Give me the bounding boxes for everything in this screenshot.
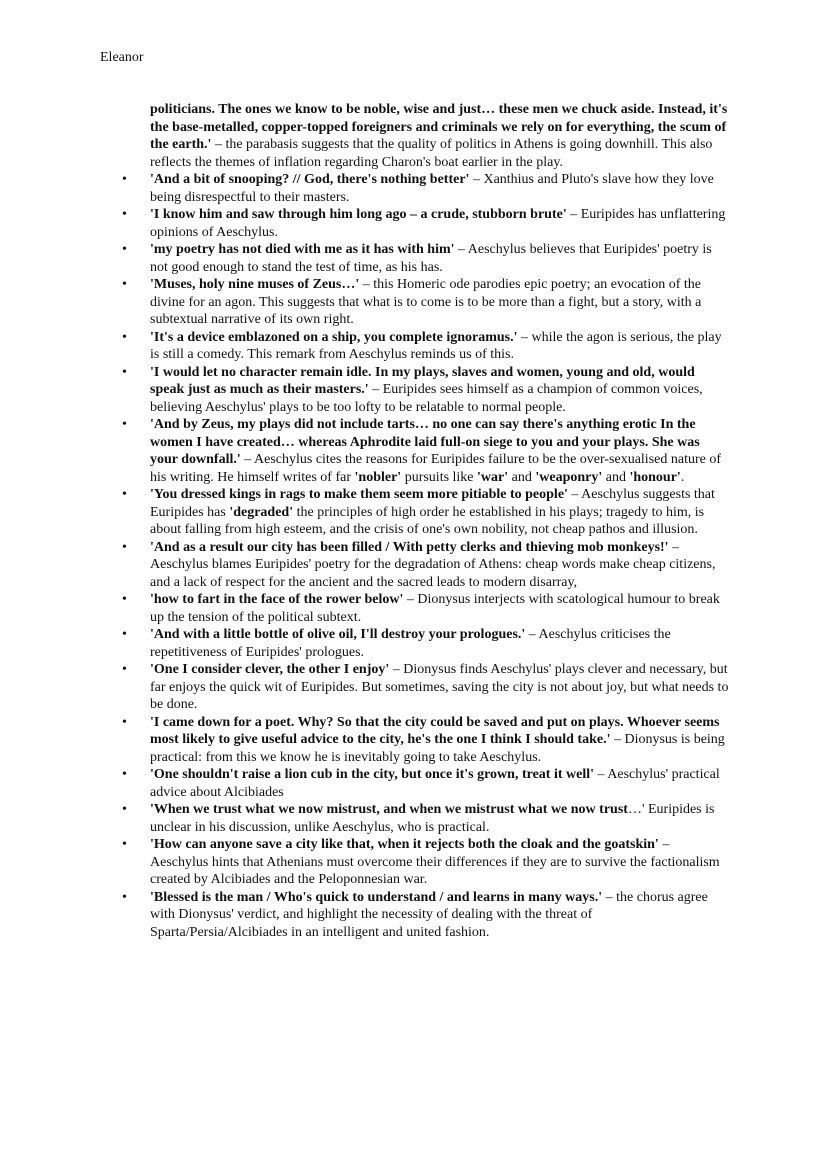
list-item	[122, 539, 730, 592]
bullet-icon: •	[122, 592, 127, 607]
bullet-icon: •	[122, 487, 127, 502]
emphasis: 'nobler'	[354, 469, 402, 485]
list-item	[122, 766, 730, 801]
list-item	[122, 714, 730, 767]
bullet-icon: •	[122, 364, 127, 380]
comment: – Aeschylus' practical advice about Alcibiades	[150, 767, 720, 800]
quote: 'I would let no character remain idle. In my plays, slaves and women, young and old, would speak just as much as their masters.'	[150, 364, 695, 397]
bullet-icon: •	[122, 662, 127, 677]
bullet-icon: •	[122, 627, 127, 642]
list-item	[122, 661, 730, 714]
intro-comment: – the parabasis suggests that the quality of politics in Athens is going downhill. This also reflects the themes of inflation regarding Charon's boat earlier in the play.	[150, 137, 713, 170]
comment-cont: and	[602, 469, 630, 485]
comment-cont: the principles of high order he established in his plays; tragedy to him, is about falling from high esteem, and the crisis of one's own nobility, not cheap pathos and illusion.	[150, 504, 705, 537]
comment: – Aeschylus suggests that Euripides has	[150, 487, 715, 520]
comment: – Euripides sees himself as a champion of common voices, believing Aeschylus' plays to be too lofty to be relatable to normal people.	[150, 382, 703, 415]
comment: – Euripides has unflattering opinions of Aeschylus.	[150, 207, 726, 240]
emphasis: 'degraded'	[229, 504, 294, 520]
quote: 'One shouldn't raise a lion cub in the city, but once it's grown, treat it well'	[150, 767, 595, 782]
bullet-icon: •	[122, 889, 127, 905]
quote: 'my poetry has not died with me as it has with him'	[150, 242, 455, 257]
comment: – Dionysus is being practical: from this we know he is inevitably going to take Aeschylus.	[150, 732, 725, 765]
bullet-icon: •	[122, 207, 127, 222]
bullet-icon: •	[122, 837, 127, 852]
emphasis: 'weaponry'	[535, 469, 603, 485]
comment-cont: and	[508, 469, 536, 485]
comment: – Dionysus finds Aeschylus' plays clever and necessary, but far enjoys the quick wit of Euripides. But sometimes, saving the city is not about joy, but what needs to be done.	[150, 662, 729, 712]
intro-quote-close: '	[207, 137, 212, 152]
list-item	[122, 836, 730, 889]
intro-quote: politicians. The ones we know to be noble, wise and just… these men we chuck aside. Instead, it's the base-metalled, copper-topped foreigners and criminals we rely on for everything, the scum of the earth.	[150, 102, 728, 152]
quote: 'I came down for a poet. Why? So that the city could be saved and put on plays. Whoever seems most likely to give useful advice to the city, he's the one I think I should take.'	[150, 714, 720, 747]
page-header-author: Eleanor	[100, 50, 144, 65]
bullet-icon: •	[122, 277, 127, 292]
comment: – the chorus agree with Dionysus' verdict, and highlight the necessity of dealing with the threat of Sparta/Persia/Alcibiades in an intelligent and united fashion.	[150, 889, 708, 940]
list-item	[122, 241, 730, 276]
list-item	[122, 626, 730, 661]
quote: 'When we trust what we now mistrust, and when we mistrust what we now trust	[150, 802, 628, 817]
bullet-icon: •	[122, 417, 127, 432]
comment-cont: pursuits like	[401, 469, 478, 485]
bullet-icon: •	[122, 767, 127, 782]
comment: – while the agon is serious, the play is still a comedy. This remark from Aeschylus reminds us of this.	[150, 329, 722, 362]
comment: – Aeschylus blames Euripides' poetry for the degradation of Athens: cheap words make cheap citizens, and a lack of respect for the ancient and the sacred leads to modern disarray,	[150, 539, 716, 590]
quote: 'And with a little bottle of olive oil, I'll destroy your prologues.'	[150, 627, 526, 642]
quote: 'And a bit of snooping? // God, there's nothing better'	[150, 172, 470, 187]
list-item	[122, 486, 730, 539]
list-item	[122, 364, 730, 417]
emphasis: 'honour'	[629, 469, 681, 485]
list-item	[122, 171, 730, 206]
comment: – this Homeric ode parodies epic poetry; an evocation of the divine for an agon. This suggests that what is to come is to be more than a fight, but a story, with a subtextual narrative of its own right.	[150, 277, 702, 327]
quote: 'Blessed is the man / Who's quick to understand / and learns in many ways.'	[150, 889, 603, 905]
intro-paragraph	[150, 101, 730, 171]
comment: – Aeschylus hints that Athenians must overcome their differences if they are to survive the factionalism created by Alcibiades and the Peloponnesian war.	[150, 837, 720, 887]
emphasis: 'war'	[477, 469, 509, 485]
comment: – Aeschylus criticises the repetitiveness of Euripides' prologues.	[150, 627, 671, 660]
quote: 'And by Zeus, my plays did not include tarts… no one can say there's anything erotic In the women I have created… whereas Aphrodite laid full-on siege to you and your plays. She was your downfall.'	[150, 417, 700, 467]
bullet-icon: •	[122, 172, 127, 187]
quote: 'And as a result our city has been filled / With petty clerks and thieving mob monkeys!'	[150, 539, 669, 555]
quote-list	[122, 171, 730, 941]
list-item	[122, 416, 730, 486]
bullet-icon: •	[122, 329, 127, 345]
comment: – Aeschylus cites the reasons for Euripides failure to be the over-sexualised nature of his writing. He himself writes of far	[150, 452, 721, 485]
bullet-icon: •	[122, 802, 127, 817]
quote: 'Muses, holy nine muses of Zeus…'	[150, 277, 360, 292]
comment: – Xanthius and Pluto's slave how they love being disrespectful to their masters.	[150, 172, 714, 205]
comment-end: .	[680, 469, 685, 485]
notes-body	[122, 101, 730, 941]
list-item	[122, 276, 730, 329]
list-item	[122, 206, 730, 241]
bullet-icon: •	[122, 242, 127, 257]
comment: …' Euripides is unclear in his discussion, unlike Aeschylus, who is practical.	[150, 802, 715, 835]
list-item	[122, 591, 730, 626]
list-item	[122, 801, 730, 836]
comment: – Aeschylus believes that Euripides' poetry is not good enough to stand the test of time, as his has.	[150, 242, 712, 275]
quote: 'You dressed kings in rags to make them seem more pitiable to people'	[150, 487, 568, 502]
bullet-icon: •	[122, 539, 127, 555]
quote: 'One I consider clever, the other I enjoy'	[150, 662, 390, 677]
list-item	[122, 889, 730, 942]
comment: – Dionysus interjects with scatological humour to break up the tension of the political subtext.	[150, 592, 720, 625]
quote: 'I know him and saw through him long ago – a crude, stubborn brute'	[150, 207, 567, 222]
quote: 'how to fart in the face of the rower below'	[150, 592, 404, 607]
quote: 'How can anyone save a city like that, when it rejects both the cloak and the goatskin'	[150, 837, 659, 852]
quote: 'It's a device emblazoned on a ship, you complete ignoramus.'	[150, 329, 518, 345]
list-item	[122, 329, 730, 364]
bullet-icon: •	[122, 714, 127, 730]
